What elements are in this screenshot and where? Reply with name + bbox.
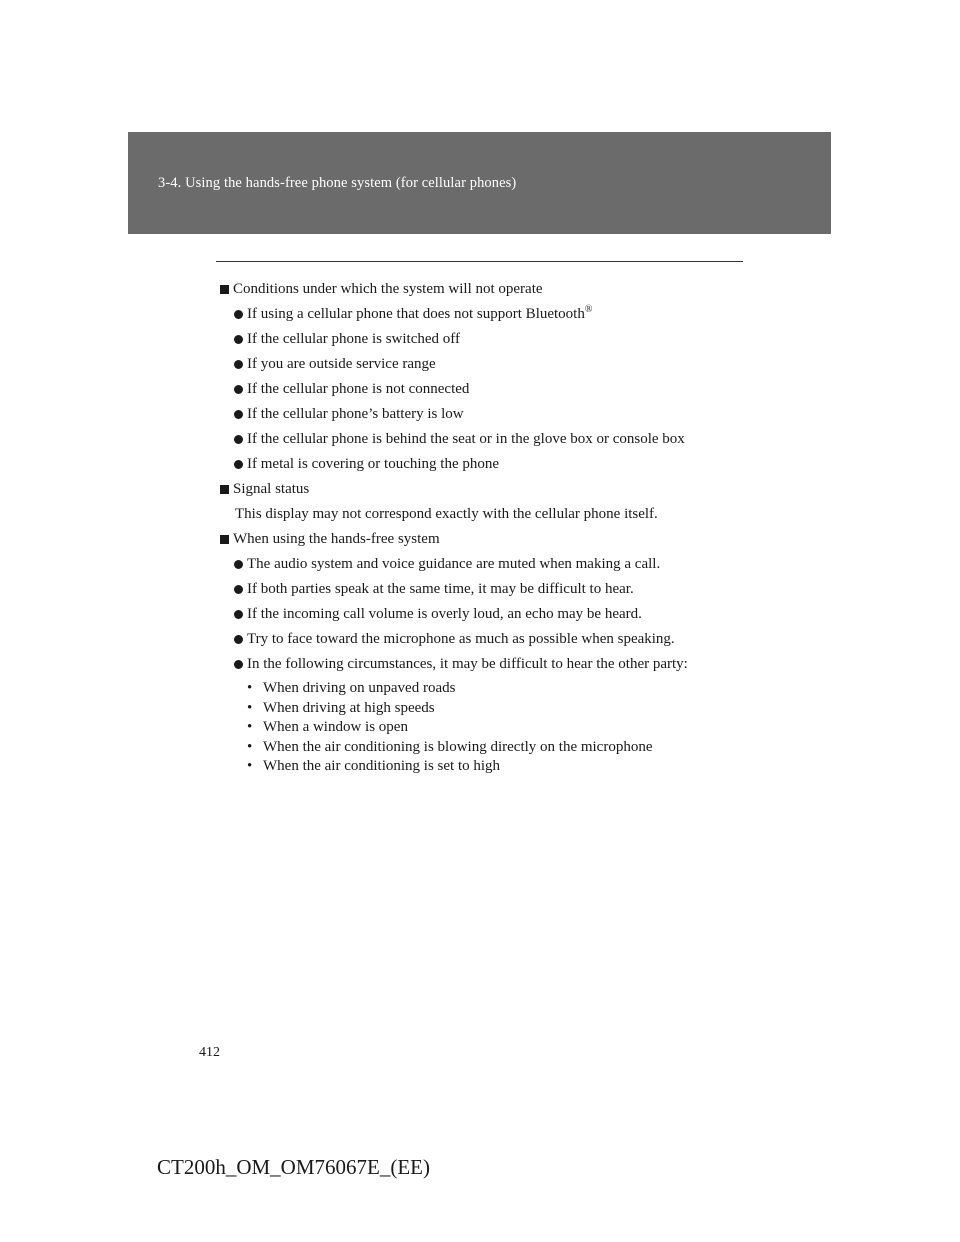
square-bullet-icon xyxy=(220,535,229,544)
circle-bullet-icon xyxy=(234,460,243,469)
handsfree-list xyxy=(220,554,740,776)
page-content xyxy=(220,279,740,781)
list-item xyxy=(234,429,740,449)
circumstances-list xyxy=(247,678,740,776)
bullet-glyph: • xyxy=(247,680,253,696)
circle-bullet-icon xyxy=(234,560,243,569)
item-text: If the cellular phone is behind the seat or in the glove box or console box xyxy=(247,431,685,447)
chapter-header xyxy=(128,132,831,234)
sub-list-item xyxy=(247,756,740,776)
item-text: In the following circumstances, it may be difficult to hear the other party: xyxy=(247,656,688,672)
sub-list-item xyxy=(247,698,740,718)
item-text: If using a cellular phone that does not support Bluetooth xyxy=(247,306,585,322)
list-item xyxy=(234,654,740,776)
sub-list-item xyxy=(247,717,740,737)
circle-bullet-icon xyxy=(234,435,243,444)
sub-item-text: When a window is open xyxy=(263,719,408,735)
list-item xyxy=(234,454,740,474)
sub-item-text: When driving on unpaved roads xyxy=(263,680,456,696)
section-heading xyxy=(220,279,740,299)
item-text: If the cellular phone is not connected xyxy=(247,381,470,397)
page-number: 412 xyxy=(199,1045,220,1060)
bullet-glyph: • xyxy=(247,719,253,735)
sub-item-text: When the air conditioning is blowing directly on the microphone xyxy=(263,738,653,755)
item-text: If the cellular phone’s battery is low xyxy=(247,406,464,422)
list-item xyxy=(234,604,740,624)
section-divider xyxy=(216,261,743,262)
square-bullet-icon xyxy=(220,485,229,494)
circle-bullet-icon xyxy=(234,385,243,394)
circle-bullet-icon xyxy=(234,310,243,319)
body-paragraph: This display may not correspond exactly with the cellular phone itself. xyxy=(235,506,658,522)
registered-trademark: ® xyxy=(584,304,593,315)
list-item xyxy=(234,304,740,324)
section-conditions xyxy=(220,279,740,474)
conditions-list xyxy=(220,304,740,474)
sub-list-item xyxy=(247,737,740,757)
item-text: If you are outside service range xyxy=(247,356,436,372)
list-item xyxy=(234,329,740,349)
sub-item-text: When driving at high speeds xyxy=(263,699,435,716)
list-item xyxy=(234,629,740,649)
heading-text: Conditions under which the system will not operate xyxy=(233,281,543,297)
circle-bullet-icon xyxy=(234,410,243,419)
heading-text: When using the hands-free system xyxy=(233,531,440,547)
list-item xyxy=(234,404,740,424)
heading-text: Signal status xyxy=(233,481,310,497)
section-heading xyxy=(220,479,740,499)
item-text: If the cellular phone is switched off xyxy=(247,331,460,347)
list-item xyxy=(234,354,740,374)
sub-item-text: When the air conditioning is set to high xyxy=(263,758,501,774)
section-handsfree xyxy=(220,529,740,776)
square-bullet-icon xyxy=(220,285,229,294)
list-item xyxy=(234,379,740,399)
list-item xyxy=(234,554,740,574)
item-text: Try to face toward the microphone as much as possible when speaking. xyxy=(247,631,675,647)
circle-bullet-icon xyxy=(234,335,243,344)
circle-bullet-icon xyxy=(234,635,243,644)
breadcrumb: 3-4. Using the hands-free phone system (for cellular phones) xyxy=(158,175,517,191)
circle-bullet-icon xyxy=(234,660,243,669)
document-code: CT200h_OM_OM76067E_(EE) xyxy=(157,1155,430,1179)
circle-bullet-icon xyxy=(234,585,243,594)
item-text: If the incoming call volume is overly loud, an echo may be heard. xyxy=(247,606,642,622)
section-signal-status xyxy=(220,479,740,524)
bullet-glyph: • xyxy=(247,758,253,774)
section-heading xyxy=(220,529,740,549)
bullet-glyph: • xyxy=(247,738,253,755)
item-text: If both parties speak at the same time, it may be difficult to hear. xyxy=(247,581,634,597)
list-item xyxy=(234,579,740,599)
sub-list-item xyxy=(247,678,740,698)
item-text: If metal is covering or touching the phone xyxy=(247,456,500,472)
circle-bullet-icon xyxy=(234,360,243,369)
item-text: The audio system and voice guidance are muted when making a call. xyxy=(247,556,661,572)
circle-bullet-icon xyxy=(234,610,243,619)
bullet-glyph: • xyxy=(247,699,253,716)
